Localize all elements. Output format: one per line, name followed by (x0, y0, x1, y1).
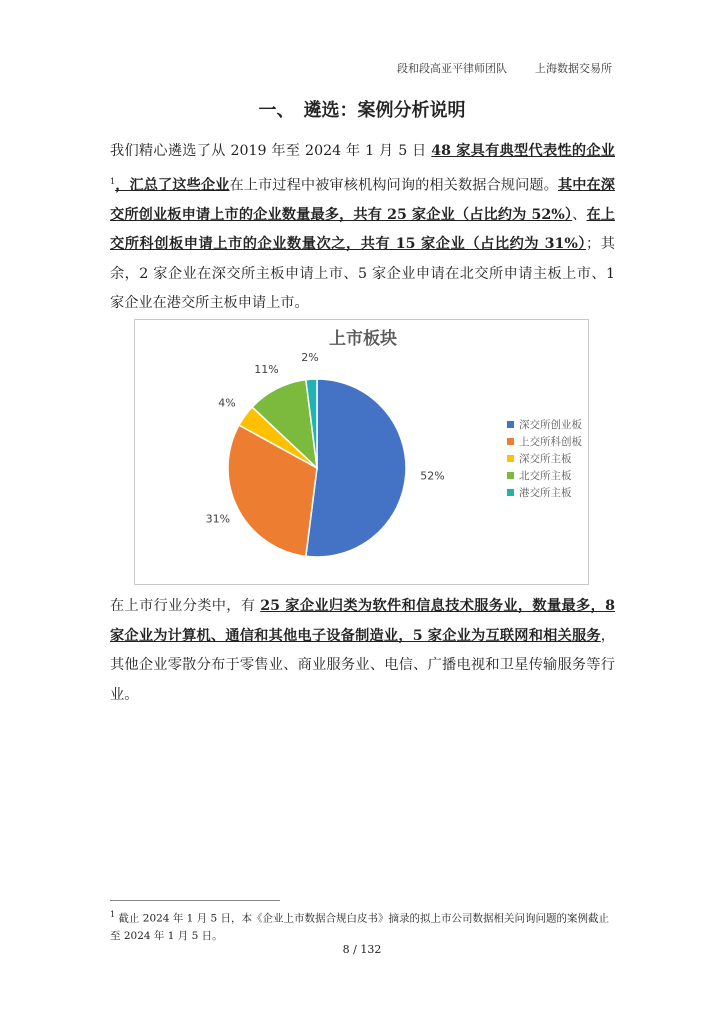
legend-swatch (507, 489, 514, 496)
section-title: 一、 遴选：案例分析说明 (258, 100, 466, 121)
footnote-mark: 1 (110, 910, 116, 919)
highlight-industry: 25 家企业归类为软件和信息技术服务业，数量最多，8 家企业为计算机、通信和其他电子设备制造业，5 家企业为互联网和相关服务 (110, 598, 615, 644)
footnote (110, 906, 615, 945)
pie-data-label-4: 11% (254, 362, 279, 376)
text: 在上市过程中被审核机构问询的相关数据合规问题。 (229, 177, 558, 194)
pie-chart (134, 319, 589, 585)
legend-swatch (507, 455, 514, 462)
chart-title: 上市板块 (329, 329, 397, 349)
text: ；其余，2 家企业在深交所主板申请上市、5 家企业申请在北交所申请主板上市、1 家企业在港交所主板申请上市。 (110, 236, 615, 312)
text: 在上市行业分类中，有 (110, 598, 261, 614)
highlight-48: 48 家具有典型代表性的企业 (431, 143, 615, 159)
pie-data-label-5: 2% (301, 350, 319, 364)
text: 我们精心遴选了从 2019 年至 2024 年 1 月 5 日 (110, 143, 432, 159)
text: 、 (572, 206, 587, 223)
pie-data-label-2: 31% (205, 512, 231, 526)
legend-item-5 (507, 486, 572, 499)
footnote-divider (110, 900, 280, 901)
pie-data-label-1: 52% (420, 469, 445, 483)
legend-swatch (507, 421, 514, 428)
page-number: 8 / 132 (342, 943, 382, 956)
legend-item-1 (507, 418, 582, 431)
page-header (397, 60, 612, 76)
pie-slice-1 (306, 379, 406, 557)
highlight-summary: ，汇总了这些企业 (115, 177, 230, 194)
pie-data-label-3: 4% (218, 396, 236, 410)
legend-label: 港交所主板 (519, 487, 572, 499)
legend-label: 深交所主板 (519, 453, 572, 465)
legend-label: 深交所创业板 (519, 419, 582, 431)
legend-item-4 (507, 469, 572, 482)
footnote-text: 截止 2024 年 1 月 5 日，本《企业上市数据合规白皮书》摘录的拟上市公司数据相关问询问题的案例截止至 2024 年 1 月 5 日。 (110, 912, 610, 942)
paragraph-industry (110, 592, 615, 710)
legend-item-3 (507, 452, 572, 465)
pie-chart-svg (135, 320, 590, 586)
paragraph-intro (110, 137, 615, 319)
highlight-szse: 其中在深交所创业板申请上市的企业数量最多，共有 25 家企业（占比约为 52%） (110, 177, 615, 223)
text: ，其他企业零散分布于零售业、商业服务业、电信、广播电视和卫星传输服务等行业。 (110, 627, 615, 703)
footnote-ref[interactable]: 1 (110, 176, 116, 186)
legend-item-2 (507, 435, 582, 448)
legend-label: 北交所主板 (519, 470, 572, 482)
highlight-sse: 在上交所科创板申请上市的企业数量次之，共有 15 家企业（占比约为 31%） (110, 206, 615, 253)
legend-swatch (507, 472, 514, 479)
legend-swatch (507, 438, 514, 445)
legend-label: 上交所科创板 (519, 436, 582, 448)
header-exchange: 上海数据交易所 (535, 62, 612, 75)
header-team: 段和段高亚平律师团队 (397, 62, 507, 75)
